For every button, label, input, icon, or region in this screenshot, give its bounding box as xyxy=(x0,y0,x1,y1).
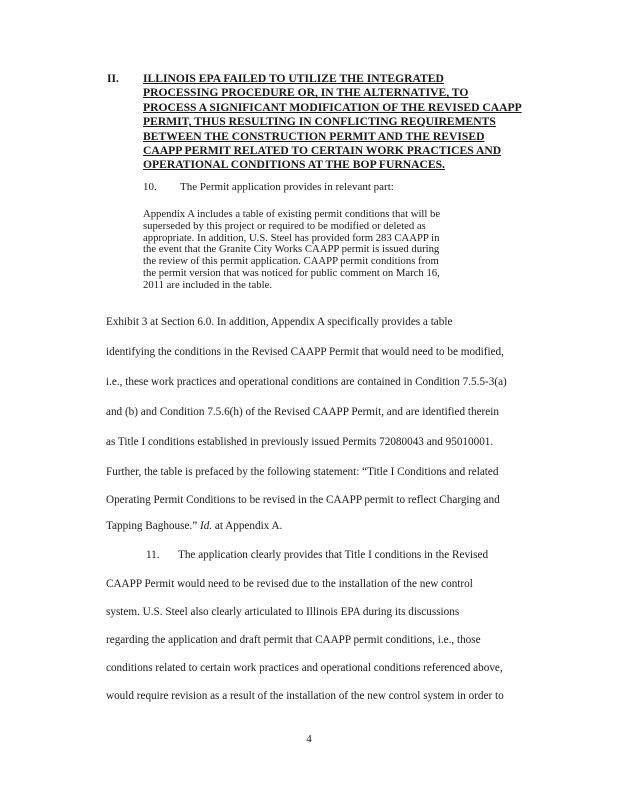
body-line: CAAPP Permit would need to be revised due to the installation of the new control xyxy=(106,578,473,590)
paragraph-number: 11. xyxy=(146,549,160,561)
heading-line: CAAPP PERMIT RELATED TO CERTAIN WORK PRACTICES AND xyxy=(143,144,502,158)
heading-line: BETWEEN THE CONSTRUCTION PERMIT AND THE REVISED xyxy=(143,129,485,143)
body-line: i.e., these work practices and operational conditions are contained in Condition 7.5.5-3(a) xyxy=(106,376,507,388)
quote-line: the event that the Granite City Works CAAPP permit is issued during xyxy=(143,243,440,256)
body-line: Operating Permit Conditions to be revised in the CAAPP permit to reflect Charging and xyxy=(106,494,500,506)
quote-line: the permit version that was noticed for public comment on March 16, xyxy=(143,266,440,279)
quote-line: Appendix A includes a table of existing permit conditions that will be xyxy=(143,208,441,220)
quote-line: appropriate. In addition, U.S. Steel has provided form 283 CAAPP in xyxy=(143,231,440,244)
body-line: regarding the application and draft permit that CAAPP permit conditions, i.e., those xyxy=(106,634,481,646)
body-line: Exhibit 3 at Section 6.0. In addition, Appendix A specifically provides a table xyxy=(106,316,453,328)
paragraph-number: 10. xyxy=(143,181,157,193)
heading-line: PROCESSING PROCEDURE OR, IN THE ALTERNATIVE, TO xyxy=(143,86,469,100)
heading-line: PERMIT, THUS RESULTING IN CONFLICTING REQUIREMENTS xyxy=(143,115,496,129)
heading-line: ILLINOIS EPA FAILED TO UTILIZE THE INTEGRATED xyxy=(143,72,444,85)
quote-line: superseded by this project or required to be modified or deleted as xyxy=(143,219,426,232)
body-line: Further, the table is prefaced by the following statement: “Title I Conditions and related xyxy=(106,466,499,478)
body-line: would require revision as a result of the installation of the new control system in order to xyxy=(106,690,504,702)
body-line: identifying the conditions in the Revised CAAPP Permit that would need to be modified, xyxy=(106,346,504,358)
paragraph-11-first-line xyxy=(106,549,488,561)
body-text-fragment: Tapping Baghouse.” xyxy=(106,520,200,532)
body-line: as Title I conditions established in previously issued Permits 72080043 and 95010001. xyxy=(106,436,494,448)
body-text-fragment: The application clearly provides that Title I conditions in the Revised xyxy=(178,549,489,561)
page-number: 4 xyxy=(306,733,312,745)
section-heading xyxy=(143,72,543,173)
heading-line: PROCESS A SIGNIFICANT MODIFICATION OF THE REVISED CAAPP xyxy=(143,100,522,114)
quote-line: the review of this permit application. CAAPP permit conditions from xyxy=(143,255,439,268)
body-line: and (b) and Condition 7.5.6(h) of the Revised CAAPP Permit, and are identified therein xyxy=(106,406,499,418)
paragraph-10-intro xyxy=(143,181,394,193)
citation-id: Id. xyxy=(199,520,213,532)
block-quote xyxy=(143,209,493,292)
body-line-last xyxy=(106,520,282,532)
section-number: II. xyxy=(107,72,119,85)
heading-line: OPERATIONAL CONDITIONS AT THE BOP FURNACES. xyxy=(143,158,445,172)
body-text-fragment: at Appendix A. xyxy=(212,520,283,532)
body-line: conditions related to certain work practices and operational conditions referenced above, xyxy=(106,662,503,674)
quote-line: 2011 are included in the table. xyxy=(143,278,272,291)
paragraph-intro-text: The Permit application provides in relevant part: xyxy=(180,181,394,193)
body-line: system. U.S. Steel also clearly articulated to Illinois EPA during its discussions xyxy=(106,606,460,618)
